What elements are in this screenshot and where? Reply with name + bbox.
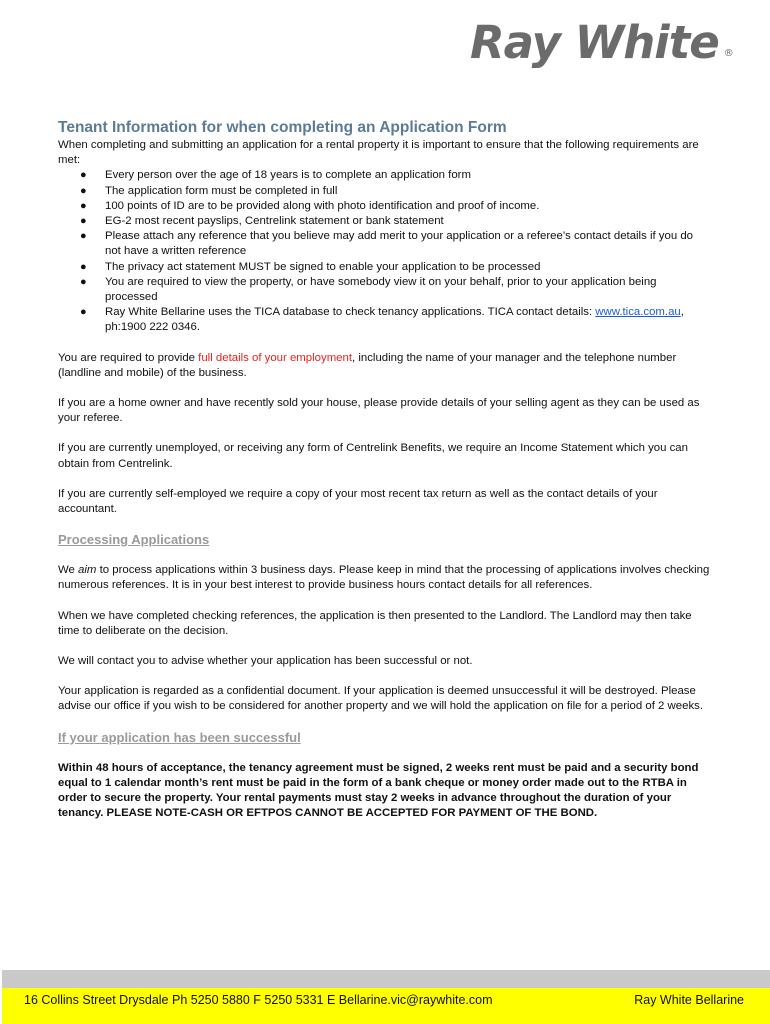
bullet-icon: ● — [80, 306, 87, 319]
list-item-tica: ● Ray White Bellarine uses the TICA database to check tenancy applications. TICA contact details: www.tica.com.au, ph:1900 222 0346. — [80, 306, 684, 334]
page-title: Tenant Information for when completing an Application Form — [58, 119, 507, 136]
aim-emphasis: aim — [78, 564, 97, 577]
employment-paragraph: You are required to provide full details of your employment, including the name of your manager and the telephone number (landline and mobile) of the business. — [58, 351, 677, 379]
list-item: ● The application form must be completed in full — [58, 184, 710, 199]
bullet-icon: ● — [80, 260, 87, 273]
bullet-icon: ● — [80, 275, 87, 288]
processing-aim-paragraph: We aim to process applications within 3 business days. Please keep in mind that the processing of applications involves checking numerous references. It is in your best interest to provide business hours contact details for all references. — [58, 564, 710, 592]
successful-heading: If your application has been successful — [58, 729, 301, 745]
home-owner-paragraph: If you are a home owner and have recently sold your house, please provide details of your selling agent as they can be used as your referee. — [58, 397, 700, 425]
list-item: ● 100 points of ID are to be provided along with photo identification and proof of income. — [58, 199, 710, 214]
list-item: ● Please attach any reference that you believe may add merit to your application or a referee’s contact details if you do not have a written reference — [80, 230, 694, 258]
unemployed-paragraph: If you are currently unemployed, or receiving any form of Centrelink Benefits, we require an Income Statement which you can obtain from Centrelink. — [58, 442, 688, 470]
self-employed-paragraph: If you are currently self-employed we require a copy of your most recent tax return as well as the contact details of your accountant. — [58, 487, 658, 516]
document-body — [58, 118, 710, 822]
bullet-icon: ● — [80, 169, 87, 182]
employment-highlight: full details of your employment — [198, 351, 353, 364]
processing-heading: Processing Applications — [58, 532, 210, 548]
bullet-icon: ● — [80, 184, 87, 197]
intro-text: When completing and submitting an application for a rental property it is important to ensure that the following requirements are met: — [58, 139, 699, 167]
bullet-icon: ● — [80, 230, 87, 243]
list-item: ● You are required to view the property, or have somebody view it on your behalf, prior to your application being processed — [80, 275, 657, 304]
successful-paragraph: Within 48 hours of acceptance, the tenancy agreement must be signed, 2 weeks rent must be paid and a security bond equal to 1 calendar month’s rent must be paid in the form of a bank cheque or money order made out to the RTBA in order to secure the property. Your rental payments must stay 2 weeks in advance throughout the duration of your tenancy. PLEASE NOTE-CASH OR EFTPOS CANNOT BE ACCEPTED FOR PAYMENT OF THE BOND. — [58, 761, 699, 820]
footer — [2, 988, 770, 1024]
footer-divider-bar — [2, 970, 770, 988]
list-item: ● Every person over the age of 18 years is to complete an application form — [58, 168, 710, 183]
footer-address: 16 Collins Street Drysdale Ph 5250 5880 F 5250 5331 E Bellarine.vic@raywhite.com — [24, 993, 493, 1007]
list-item: ● The privacy act statement MUST be signed to enable your application to be processed — [58, 260, 710, 275]
bullet-icon: ● — [80, 199, 87, 212]
contact-paragraph: We will contact you to advise whether your application has been successful or not. — [58, 655, 473, 668]
tica-link[interactable]: www.tica.com.au — [595, 306, 681, 319]
list-item: ● EG-2 most recent payslips, Centrelink statement or bank statement — [58, 214, 710, 229]
logo-text: Ray White — [470, 16, 719, 69]
ray-white-logo — [470, 16, 733, 69]
landlord-paragraph: When we have completed checking references, the application is then presented to the Landlord. The Landlord may then take time to deliberate on the decision. — [58, 609, 692, 637]
confidential-paragraph: Your application is regarded as a confidential document. If your application is deemed unsuccessful it will be destroyed. Please advise our office if you wish to be considered for another property and we will hold the application on file for a period of 2 weeks. — [58, 685, 704, 713]
bullet-icon: ● — [80, 215, 87, 228]
footer-office-name: Ray White Bellarine — [634, 993, 744, 1007]
registered-mark: ® — [723, 48, 733, 59]
requirements-list — [58, 168, 710, 335]
